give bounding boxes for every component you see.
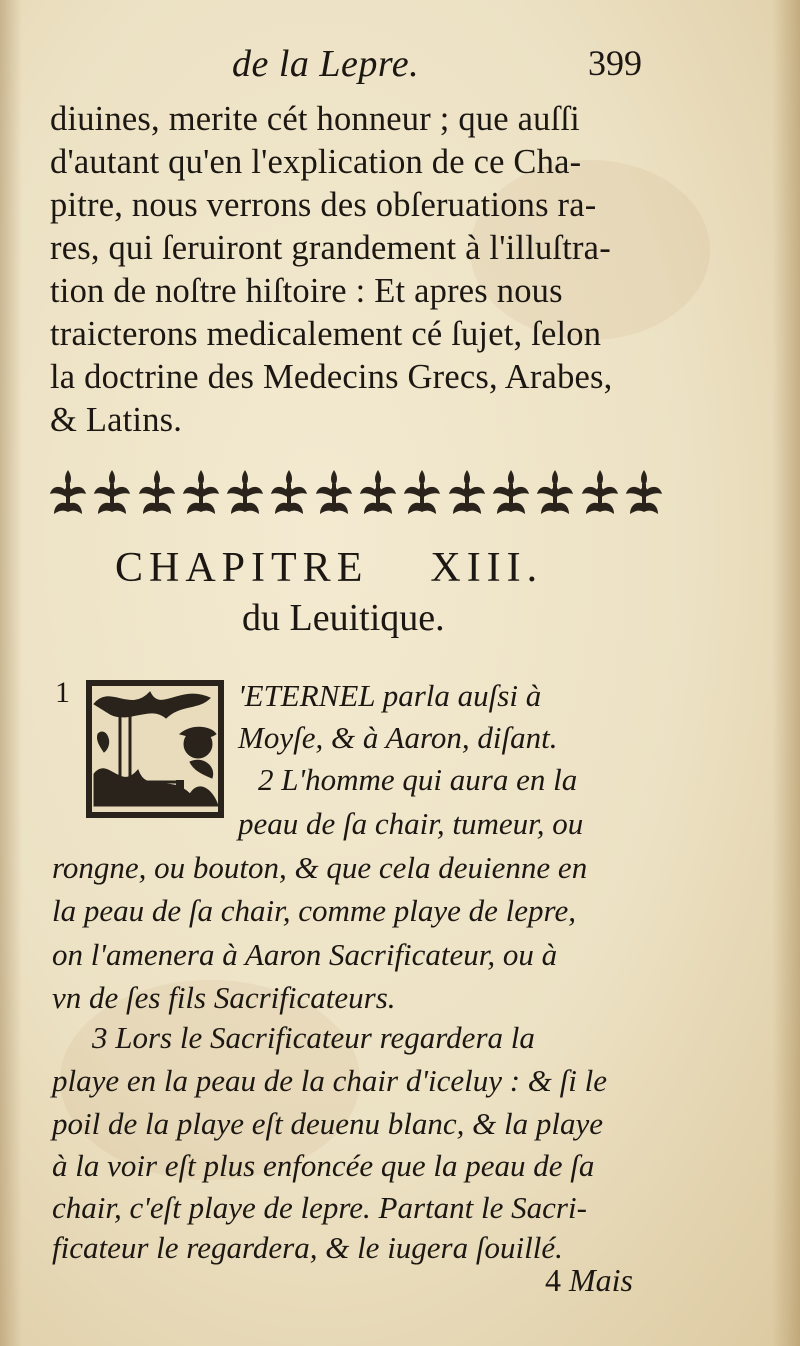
text-line: rongne, ou bouton, & que cela deuienne en — [52, 850, 588, 885]
text-line: playe en la peau de la chair d'iceluy : & ſi le — [52, 1063, 607, 1098]
chapter-word: CHAPITRE — [115, 545, 369, 591]
text-line: on l'amenera à Aaron Sacrificateur, ou à — [52, 937, 558, 972]
fleuron-icon — [181, 468, 221, 518]
text-line: 3 Lors le Sacrificateur regardera la — [92, 1020, 535, 1055]
text-line: à la voir eſt plus enfoncée que la peau de ſa — [52, 1148, 595, 1183]
fleuron-icon — [314, 468, 354, 518]
text-line: chair, c'eſt playe de lepre. Partant le Sacri- — [52, 1190, 587, 1225]
text-line: traicterons medicalement cé ſujet, ſelon — [50, 315, 602, 353]
text-line: ficateur le regardera, & le iugera ſouillé. — [52, 1230, 563, 1265]
catchword-number: 4 — [545, 1262, 561, 1298]
page-number: 399 — [588, 43, 642, 83]
text-line: Moyſe, & à Aaron, diſant. — [238, 720, 558, 755]
chapter-heading — [115, 544, 543, 592]
fleuron-icon — [535, 468, 575, 518]
text-line: & Latins. — [50, 401, 183, 439]
text-line: la doctrine des Medecins Grecs, Arabes, — [50, 358, 613, 396]
intro-paragraph — [50, 98, 670, 442]
text-line: peau de ſa chair, tumeur, ou — [238, 806, 584, 841]
fleuron-icon — [402, 468, 442, 518]
chapter-number: XIII. — [430, 545, 544, 591]
verse-number: 1 — [55, 676, 70, 709]
page-gutter-shadow — [0, 0, 22, 1346]
fleuron-icon — [447, 468, 487, 518]
text-line: poil de la playe eſt deuenu blanc, & la playe — [52, 1106, 603, 1141]
text-line: la peau de ſa chair, comme playe de lepre, — [52, 893, 576, 928]
fleuron-icon — [358, 468, 398, 518]
running-title: de la Lepre. — [232, 43, 420, 85]
fleuron-icon — [225, 468, 265, 518]
fleuron-icon — [48, 468, 88, 518]
fleuron-icon — [269, 468, 309, 518]
running-head — [0, 42, 700, 92]
text-line: pitre, nous verrons des obſeruations ra- — [50, 186, 597, 224]
fleuron-icon — [624, 468, 664, 518]
historiated-initial-L-icon — [80, 674, 230, 824]
fleuron-icon — [580, 468, 620, 518]
text-line: res, qui ſeruiront grandement à l'illuſtra- — [50, 229, 611, 267]
catchword — [545, 1262, 633, 1299]
page-edge-shadow — [772, 0, 800, 1346]
fleuron-ornament-band — [48, 466, 664, 520]
fleuron-icon — [92, 468, 132, 518]
text-line: 2 L'homme qui aura en la — [258, 762, 578, 797]
text-line: diuines, merite cét honneur ; que auſſi — [50, 100, 580, 138]
fleuron-icon — [491, 468, 531, 518]
catchword-word: Mais — [569, 1262, 633, 1298]
text-line: 'ETERNEL parla auſsi à — [238, 678, 542, 713]
fleuron-icon — [137, 468, 177, 518]
text-line: d'autant qu'en l'explication de ce Cha- — [50, 143, 582, 181]
text-line: tion de noſtre hiſtoire : Et apres nous — [50, 272, 563, 310]
text-line: vn de ſes fils Sacrificateurs. — [52, 980, 396, 1015]
chapter-subtitle: du Leuitique. — [242, 597, 445, 639]
